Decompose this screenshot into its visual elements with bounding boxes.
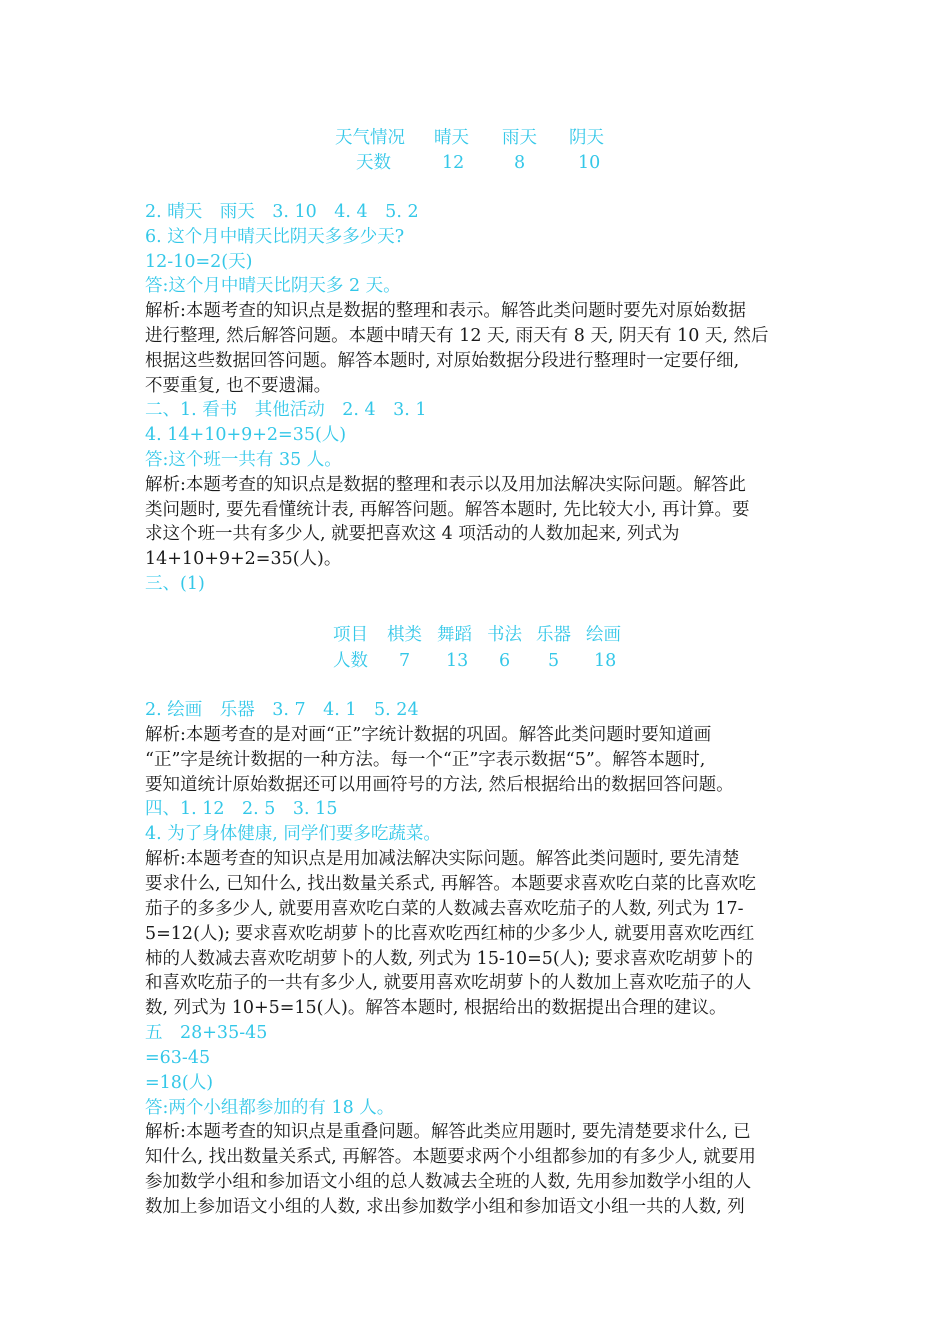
activity-table-row-0: 人数 — [333, 651, 368, 671]
text-line: 2. 绘画 乐器 3. 7 4. 1 5. 24 — [145, 700, 419, 720]
weather-table-row-3: 10 — [578, 153, 601, 173]
activity-table-row-2: 13 — [446, 651, 469, 671]
text-line: 和喜欢吃茄子的一共有多少人, 就要用喜欢吃胡萝卜的人数加上喜欢吃茄子的人 — [145, 973, 752, 994]
text-line: 14+10+9+2=35(人)。 — [145, 549, 342, 570]
text-line: 解析:本题考查的是对画“正”字统计数据的巩固。解答此类问题时要知道画 — [145, 724, 712, 745]
text-line: 进行整理, 然后解答问题。本题中晴天有 12 天, 雨天有 8 天, 阴天有 10 天, 然后 — [145, 326, 769, 346]
activity-table-header-2: 舞蹈 — [437, 625, 472, 645]
text-line: 参加数学小组和参加语文小组的总人数减去全班的人数, 先用参加数学小组的人 — [145, 1172, 752, 1193]
text-line: 柿的人数减去喜欢吃胡萝卜的人数, 列式为 15-10=5(人); 要求喜欢吃胡萝卜的 — [145, 948, 754, 969]
text-line: 答:这个班一共有 35 人。 — [145, 450, 342, 470]
activity-table-header-0: 项目 — [333, 625, 368, 645]
text-line: 求这个班一共有多少人, 就要把喜欢这 4 项活动的人数加起来, 列式为 — [145, 524, 680, 545]
text-line: 数加上参加语文小组的人数, 求出参加数学小组和参加语文小组一共的人数, 列 — [145, 1197, 745, 1217]
weather-table-header-3: 阴天 — [569, 128, 604, 148]
text-line: 类问题时, 要先看懂统计表, 再解答问题。解答本题时, 先比较大小, 再计算。要 — [145, 499, 750, 520]
text-line: 12-10=2(天) — [145, 251, 253, 272]
text-line: 解析:本题考查的知识点是数据的整理和表示。解答此类问题时要先对原始数据 — [145, 301, 746, 322]
text-line: 5=12(人); 要求喜欢吃胡萝卜的比喜欢吃西红柿的少多少人, 就要用喜欢吃西红 — [145, 923, 755, 944]
text-line: =18(人) — [145, 1072, 214, 1093]
activity-table-header-4: 乐器 — [536, 625, 571, 645]
text-line: 不要重复, 也不要遗漏。 — [145, 375, 332, 396]
activity-table-row-4: 5 — [548, 651, 560, 671]
text-line: 解析:本题考查的知识点是数据的整理和表示以及用加法解决实际问题。解答此 — [145, 474, 746, 495]
text-line: 解析:本题考查的知识点是用加减法解决实际问题。解答此类问题时, 要先清楚 — [145, 849, 740, 870]
text-line: “正”字是统计数据的一种方法。每一个“正”字表示数据“5”。解答本题时, — [145, 749, 706, 770]
activity-table-row-5: 18 — [594, 651, 617, 671]
activity-table-header-1: 棋类 — [387, 625, 422, 645]
text-line: 6. 这个月中晴天比阴天多多少天? — [145, 226, 405, 247]
weather-table-row-0: 天数 — [356, 153, 391, 173]
activity-table-row-3: 6 — [499, 651, 511, 671]
text-line: 解析:本题考查的知识点是重叠问题。解答此类应用题时, 要先清楚要求什么, 已 — [145, 1122, 751, 1143]
activity-table-header-3: 书法 — [487, 625, 522, 645]
text-line: 答:这个月中晴天比阴天多 2 天。 — [145, 276, 401, 297]
text-line: 二、1. 看书 其他活动 2. 4 3. 1 — [145, 400, 427, 421]
weather-table-header-2: 雨天 — [502, 128, 537, 148]
weather-table-header-1: 晴天 — [434, 128, 469, 148]
activity-table-row-1: 7 — [399, 651, 411, 671]
text-line: 2. 晴天 雨天 3. 10 4. 4 5. 2 — [145, 202, 419, 222]
text-line: 茄子的多多少人, 就要用喜欢吃白菜的人数减去喜欢吃茄子的人数, 列式为 17- — [145, 898, 744, 919]
weather-table-header-0: 天气情况 — [335, 128, 405, 148]
text-line: 三、(1) — [145, 574, 205, 594]
text-line: 要知道统计原始数据还可以用画符号的方法, 然后根据给出的数据回答问题。 — [145, 774, 734, 795]
text-line: 4. 为了身体健康, 同学们要多吃蔬菜。 — [145, 824, 441, 845]
text-line: 4. 14+10+9+2=35(人) — [145, 425, 347, 446]
text-line: 五 28+35-45 — [145, 1023, 268, 1044]
text-line: 要求什么, 已知什么, 找出数量关系式, 再解答。本题要求喜欢吃白菜的比喜欢吃 — [145, 873, 756, 894]
activity-table-header-5: 绘画 — [586, 625, 621, 645]
weather-table-row-1: 12 — [442, 153, 465, 173]
text-line: 数, 列式为 10+5=15(人)。解答本题时, 根据给出的数据提出合理的建议。 — [145, 998, 727, 1019]
text-line: 根据这些数据回答问题。解答本题时, 对原始数据分段进行整理时一定要仔细, — [145, 350, 740, 371]
text-line: =63-45 — [145, 1047, 211, 1068]
text-line: 知什么, 找出数量关系式, 再解答。本题要求两个小组都参加的有多少人, 就要用 — [145, 1147, 756, 1168]
text-line: 四、1. 12 2. 5 3. 15 — [145, 799, 338, 820]
weather-table-row-2: 8 — [514, 153, 526, 173]
text-line: 答:两个小组都参加的有 18 人。 — [145, 1097, 395, 1118]
